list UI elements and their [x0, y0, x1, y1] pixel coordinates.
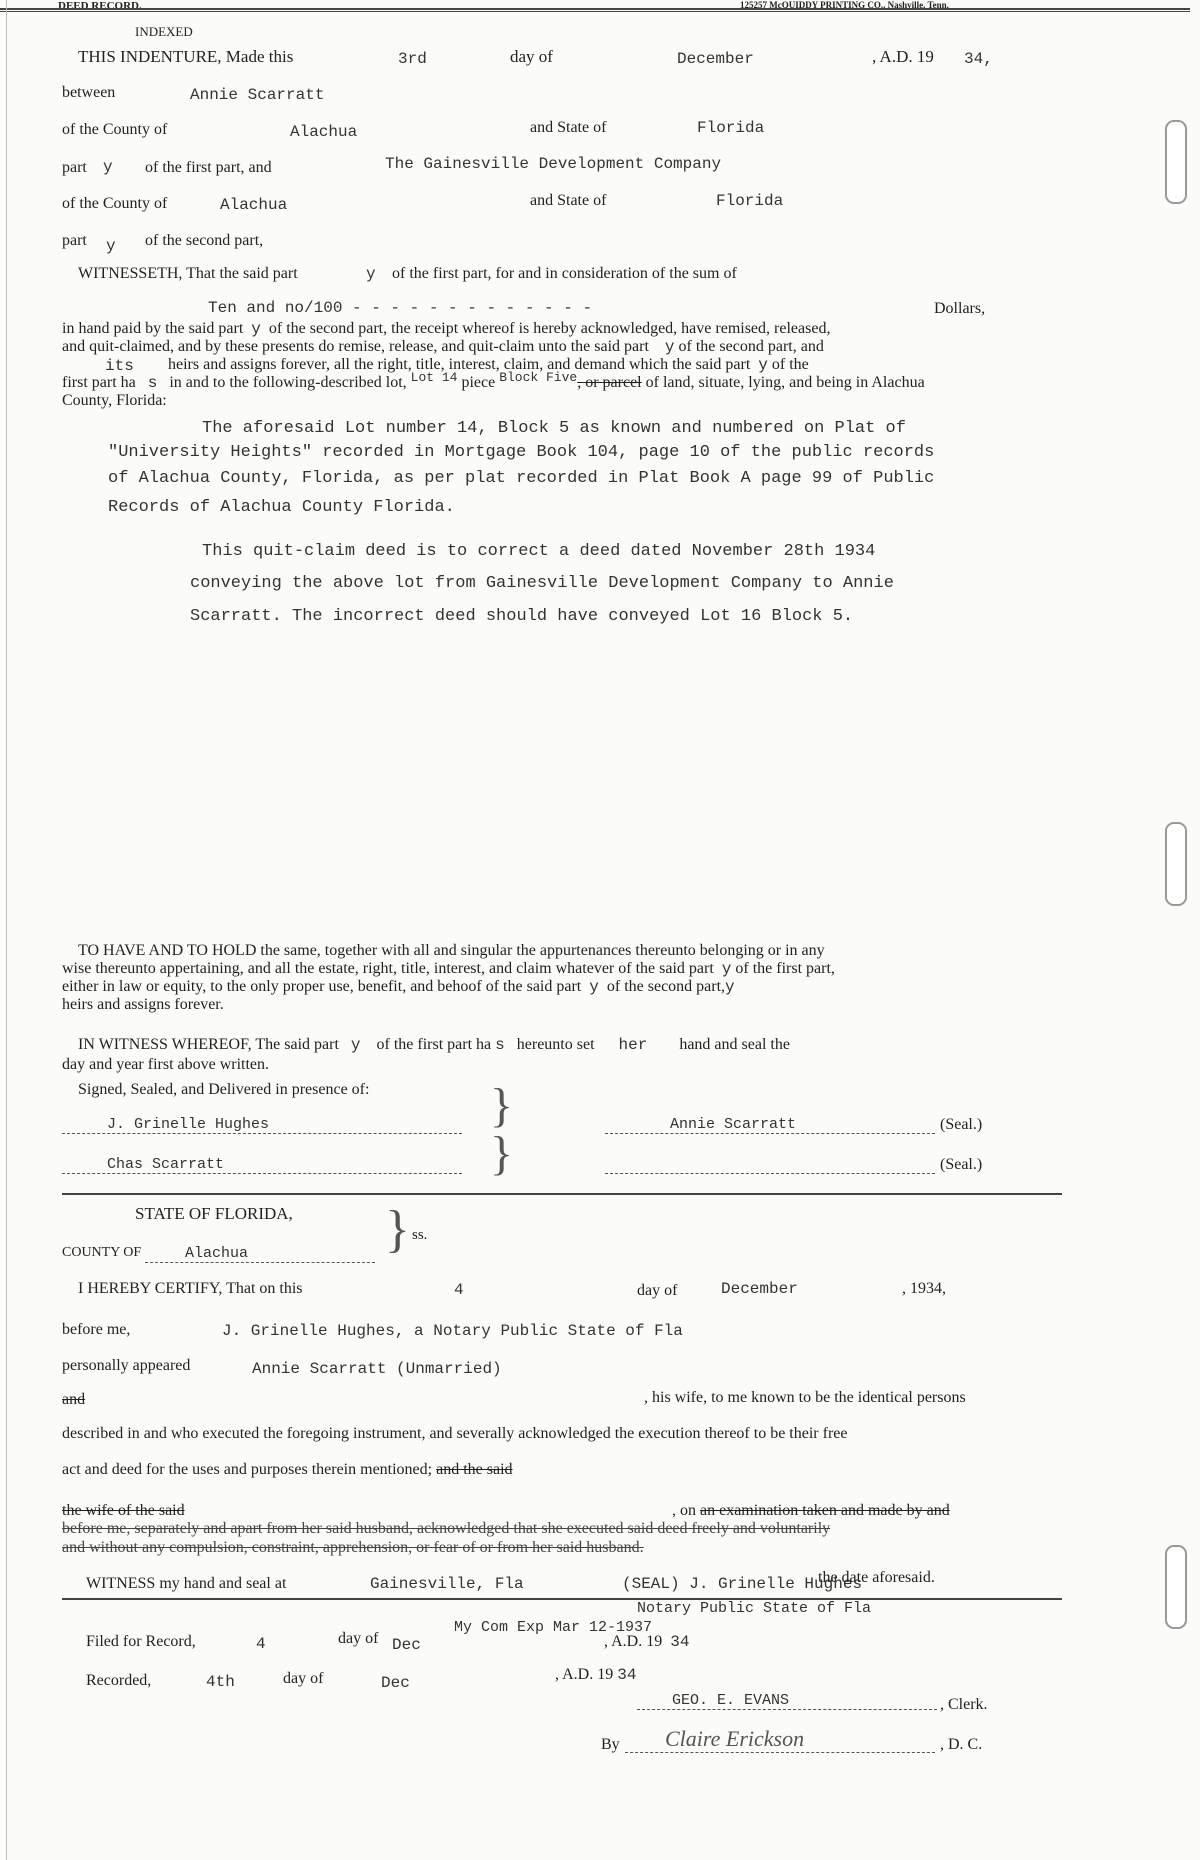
description-line-4: Records of Alachua County Florida.	[108, 498, 455, 517]
grantor-signature-line	[605, 1116, 935, 1134]
described-text: described in and who executed the foregoing instrument, and severally acknowledged the execution thereof to be their free	[62, 1425, 848, 1442]
filed-label: Filed for Record,	[86, 1633, 196, 1650]
binder-hole-bottom	[1165, 1545, 1187, 1629]
deed-record-label: DEED RECORD.	[58, 0, 142, 12]
indenture-day: 3rd	[398, 50, 427, 68]
habendum-line-4: heirs and assigns forever.	[62, 996, 224, 1013]
signed-sealed-label: Signed, Sealed, and Delivered in presence of:	[78, 1081, 370, 1098]
description-line-3: of Alachua County, Florida, as per plat recorded in Plat Book A page 99 of Public	[108, 469, 935, 488]
witness-1-line	[62, 1116, 462, 1134]
indenture-year: 34,	[964, 50, 993, 68]
grantor-state-label: and State of	[530, 119, 607, 136]
binder-hole-middle	[1165, 822, 1187, 906]
recorded-label: Recorded,	[86, 1672, 152, 1689]
quitclaim-line: and quit-claimed, and by these presents do remise, release, and quit-claim unto the said part y of the second part, and	[62, 338, 824, 356]
grantor-county: Alachua	[290, 123, 358, 141]
filed-day: 4	[256, 1635, 266, 1653]
recorded-day: 4th	[206, 1673, 235, 1691]
grantee-county-label: of the County of	[62, 195, 168, 212]
first-party-suffix: y	[103, 158, 113, 176]
habendum-line-2: wise thereunto appertaining, and all the estate, right, title, interest, and claim whatever of the said part y of the first part,	[62, 960, 835, 978]
county-of-label: COUNTY OF	[62, 1245, 142, 1260]
brace-witnesses: }	[490, 1079, 514, 1132]
indenture-day-of: day of	[510, 47, 553, 66]
second-party-suffix: y	[106, 237, 116, 255]
grantor-state: Florida	[697, 119, 765, 137]
witnesseth-consideration: of the first part, for and in consideration of the sum of	[392, 265, 737, 282]
and-without-struck-line: and without any compulsion, constraint, apprehension, or fear of or from her said husband.	[62, 1539, 644, 1556]
witness-2-name: Chas Scarratt	[107, 1156, 225, 1173]
ack-county: Alachua	[185, 1245, 249, 1262]
dc-label: , D. C.	[940, 1736, 983, 1753]
certify-label: I HEREBY CERTIFY, That on this	[78, 1280, 303, 1297]
county-florida-line: County, Florida:	[62, 392, 167, 409]
header-rule-2	[0, 11, 1190, 12]
sum-amount: Ten and no/100 - - - - - - - - - - - - -	[208, 299, 593, 317]
witness-hand-label: WITNESS my hand and seal at	[86, 1575, 287, 1592]
indenture-ad-label: , A.D. 19	[872, 47, 934, 66]
section-rule	[62, 1193, 1062, 1195]
clerk-line	[637, 1692, 937, 1710]
grantor-county-label: of the County of	[62, 121, 168, 138]
filed-day-of: day of	[338, 1630, 379, 1647]
and-struck: and	[62, 1391, 86, 1408]
witness-1-name: J. Grinelle Hughes	[107, 1116, 270, 1133]
lot-line: first part ha s in and to the following-described lot, $^{Lot 14}$ piece $^{Block Five}$, or parcel of land, situate, lying, and being in Alachua	[62, 370, 925, 392]
seal-label-2: (Seal.)	[940, 1156, 983, 1173]
correction-line-1: This quit-claim deed is to correct a deed dated November 28th 1934	[202, 542, 876, 561]
grantor-name: Annie Scarratt	[190, 86, 325, 104]
before-me-label: before me,	[62, 1321, 131, 1338]
filed-ad-line: , A.D. 19 34	[604, 1633, 690, 1651]
clerk-name: GEO. E. EVANS	[672, 1692, 790, 1709]
habendum-line-3: either in law or equity, to the only proper use, benefit, and behoof of the said part y of the second part,y	[62, 978, 735, 996]
printer-label: 125257 McQUIDDY PRINTING CO., Nashville, Tenn.	[740, 0, 949, 10]
filing-rule	[62, 1598, 1062, 1600]
header-rule	[0, 8, 1190, 10]
witness-place: Gainesville, Fla	[370, 1575, 524, 1593]
ack-month: December	[721, 1280, 798, 1298]
heirs-line: heirs and assigns forever, all the right, title, interest, claim, and demand which the said part y of the	[168, 356, 809, 374]
recorded-day-of: day of	[283, 1670, 324, 1687]
wife-of-said-struck: the wife of the said	[62, 1502, 185, 1519]
appeared-name: Annie Scarratt (Unmarried)	[252, 1360, 502, 1378]
recorded-year: 34	[617, 1666, 637, 1684]
grantee-name: The Gainesville Development Company	[385, 155, 722, 173]
testimonium-line-1: IN WITNESS WHEREOF, The said part y of the first part ha s hereunto set her hand and seal the	[78, 1036, 790, 1054]
act-deed-line: act and deed for the uses and purposes therein mentioned; and the said	[62, 1461, 513, 1478]
notary-title: Notary Public State of Fla	[637, 1600, 872, 1617]
ack-day: 4	[454, 1281, 464, 1299]
filed-year: 34	[670, 1633, 690, 1651]
correction-line-3: Scarratt. The incorrect deed should have conveyed Lot 16 Block 5.	[190, 607, 854, 626]
dollars-label: Dollars,	[934, 300, 986, 317]
his-wife-text: , his wife, to me known to be the identical persons	[644, 1389, 966, 1406]
indenture-month: December	[677, 50, 754, 68]
first-party-label: part	[62, 159, 87, 176]
its-text: its	[105, 357, 134, 375]
ack-year-label: , 1934,	[902, 1280, 946, 1297]
first-party-text: of the first part, and	[145, 159, 272, 176]
commission-expiry: My Com Exp Mar 12-1937	[454, 1619, 653, 1636]
testimonium-line-2: day and year first above written.	[62, 1056, 270, 1073]
state-label: STATE OF FLORIDA,	[135, 1204, 293, 1223]
brace-venue: }	[385, 1201, 410, 1258]
witness-2-line	[62, 1156, 462, 1174]
brace-witnesses-2: }	[490, 1127, 514, 1180]
grantee-state: Florida	[716, 192, 784, 210]
date-aforesaid: the date aforesaid.	[818, 1569, 935, 1586]
paid-line: in hand paid by the said part y of the second part, the receipt whereof is hereby acknowledged, have remised, released,	[62, 320, 831, 338]
before-me-struck-line: before me, separately and apart from her said husband, acknowledged that she executed said deed freely and voluntarily	[62, 1520, 831, 1537]
officer-text: J. Grinelle Hughes, a Notary Public State of Fla	[222, 1322, 683, 1340]
habendum-line-1: TO HAVE AND TO HOLD the same, together with all and singular the appurtenances thereunto belonging or in any	[78, 942, 825, 959]
grantor-signature: Annie Scarratt	[670, 1116, 797, 1133]
ss-label: ss.	[412, 1227, 428, 1243]
indenture-title: THIS INDENTURE, Made this	[78, 47, 294, 66]
correction-line-2: conveying the above lot from Gainesville Development Company to Annie	[190, 574, 894, 593]
notary-seal-signature: (SEAL) J. Grinelle Hughes	[622, 1575, 863, 1593]
filed-month: Dec	[392, 1636, 421, 1654]
between-label: between	[62, 84, 116, 101]
recorded-month: Dec	[381, 1674, 410, 1692]
clerk-label: , Clerk.	[940, 1696, 988, 1713]
second-party-text: of the second part,	[145, 232, 264, 249]
witnesseth-party-y: y	[366, 265, 376, 283]
witnesseth-start: WITNESSETH, That the said part	[78, 265, 298, 282]
county-line	[145, 1245, 375, 1263]
description-line-2: "University Heights" recorded in Mortgage Book 104, page 10 of the public records	[108, 443, 935, 462]
examination-line: , on an examination taken and made by and	[672, 1502, 950, 1519]
appeared-label: personally appeared	[62, 1357, 191, 1374]
indexed-stamp: INDEXED	[135, 24, 193, 39]
second-signature-line	[605, 1156, 935, 1174]
grantee-state-label: and State of	[530, 192, 607, 209]
recorded-ad-line: , A.D. 19 34	[555, 1666, 637, 1684]
by-label: By	[601, 1736, 620, 1753]
binder-hole-top	[1165, 120, 1187, 204]
dc-signature: Claire Erickson	[665, 1726, 805, 1751]
description-line-1: The aforesaid Lot number 14, Block 5 as known and numbered on Plat of	[202, 419, 906, 438]
page-edge	[6, 0, 7, 1860]
second-party-label: part	[62, 232, 87, 249]
ack-day-of: day of	[637, 1282, 678, 1299]
seal-label-1: (Seal.)	[940, 1116, 983, 1133]
ack-year: 34,	[926, 1280, 946, 1297]
dc-signature-line	[625, 1726, 935, 1753]
grantee-county: Alachua	[220, 196, 288, 214]
